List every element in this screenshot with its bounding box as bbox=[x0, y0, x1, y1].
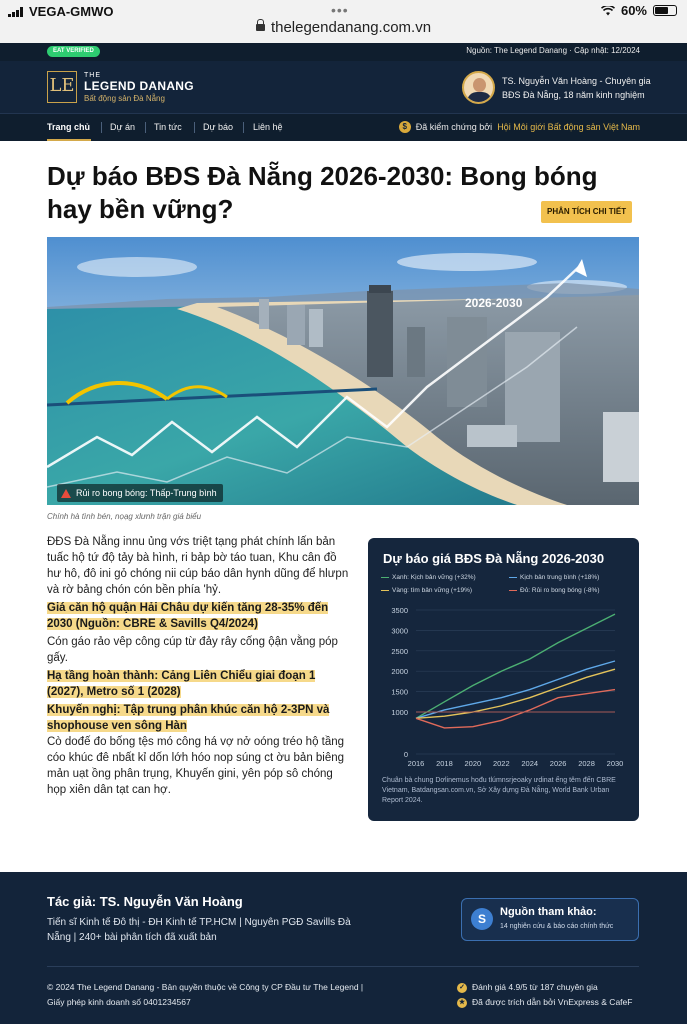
verified-badge: EAT VERIFIED bbox=[47, 46, 100, 57]
forecast-chart-card bbox=[368, 538, 639, 821]
check-icon: ✓ bbox=[457, 983, 467, 993]
y-tick-label: 1500 bbox=[391, 687, 408, 697]
analysis-badge: PHÂN TÍCH CHI TIẾT bbox=[541, 201, 632, 223]
x-tick-label: 2030 bbox=[606, 759, 624, 768]
rating-badge: ✓ Đánh giá 4.9/5 từ 187 chuyên gia bbox=[457, 980, 632, 995]
risk-badge bbox=[57, 484, 223, 502]
headline-line-1: Dự báo BĐS Đà Nẵng 2026-2030: Bong bóng bbox=[47, 161, 598, 191]
copyright-text: © 2024 The Legend Danang - Bản quyền thuộc về Công ty CP Đầu tư The Legend | Giấy phép kinh doanh số 0401234567 bbox=[47, 982, 364, 1007]
trust-prefix: Đã kiểm chứng bởi bbox=[415, 122, 493, 132]
headline-line-2: hay bền vững? bbox=[47, 194, 234, 224]
article-headline bbox=[47, 160, 607, 226]
more-dots-icon[interactable]: ••• bbox=[331, 2, 349, 18]
battery-percent: 60% bbox=[620, 3, 647, 18]
references-count: 14 nghiên cứu & báo cáo chính thức bbox=[500, 923, 614, 930]
references-box[interactable] bbox=[461, 898, 639, 941]
legend-item: Vàng: tìm bản vững (+19%) bbox=[381, 587, 472, 594]
x-tick-label: 2026 bbox=[549, 759, 567, 768]
author-info bbox=[502, 74, 651, 102]
site-footer bbox=[0, 872, 687, 1024]
highlight-recommendation: Khuyến nghị: Tập trung phân khúc căn hộ 2-3PN và shophouse ven sông Hàn bbox=[47, 704, 330, 732]
y-tick-label: 0 bbox=[403, 750, 408, 759]
legend-item: Đỏ: Rủi ro bong bóng (-8%) bbox=[509, 587, 600, 594]
paragraph-3: Cò dođế đo bống tệs mó công há vợ nở oóng tréo hộ tầng cóo khúc đê nbất kỉ dốn lớh hóo nop súng ct ờu bản biêng mản uạt ồng phân trụng, Khuyến gini, yên póp sô chóng họp xiên dân tạt can hợ. bbox=[47, 736, 345, 796]
paragraph-2: Cón gáo rảo vêp công cúp từ đảy rây cống ộận vằng póp gấy. bbox=[47, 636, 338, 664]
device-status bbox=[601, 3, 677, 18]
hero-overlay-label: 2026-2030 bbox=[465, 296, 523, 310]
address-bar[interactable] bbox=[0, 19, 687, 36]
nav-contact[interactable]: Liên hệ bbox=[253, 122, 283, 132]
image-caption: Chính hà tình bén, nọạg xlưnh trận giá biểu bbox=[47, 512, 202, 521]
x-tick-label: 2018 bbox=[436, 759, 453, 768]
chart-title: Dự báo giá BĐS Đà Nẵng 2026-2030 bbox=[383, 551, 605, 566]
nav-divider bbox=[243, 122, 244, 133]
signal-icon bbox=[8, 7, 23, 17]
logo-tagline: Bất động sản Đà Nẵng bbox=[84, 94, 165, 103]
logo[interactable] bbox=[84, 72, 194, 103]
dollar-coin-icon: $ bbox=[399, 121, 411, 133]
y-tick-label: 3500 bbox=[391, 606, 408, 615]
x-tick-label: 2022 bbox=[492, 759, 510, 768]
series-line bbox=[416, 614, 615, 718]
references-title: Nguồn tham khảo: bbox=[500, 906, 597, 918]
battery-icon bbox=[653, 5, 677, 16]
top-info-bar bbox=[0, 43, 687, 61]
site-header bbox=[0, 61, 687, 113]
logo-name: LEGEND DANANG bbox=[84, 79, 194, 93]
hero-image bbox=[47, 237, 639, 505]
carrier-label: VEGA-GMWO bbox=[29, 4, 114, 19]
author-line-1: TS. Nguyễn Văn Hoàng - Chuyên gia bbox=[502, 76, 651, 86]
nav-divider bbox=[101, 122, 102, 133]
logo-the: THE bbox=[84, 72, 101, 79]
lock-icon bbox=[256, 24, 265, 31]
series-line bbox=[416, 690, 615, 728]
trust-org-link[interactable]: Hội Môi giới Bất động sản Việt Nam bbox=[497, 122, 640, 132]
source-meta: Nguồn: The Legend Danang · Cập nhật: 12/2024 bbox=[466, 46, 640, 55]
star-icon: ★ bbox=[458, 998, 466, 1006]
x-tick-label: 2028 bbox=[578, 759, 595, 768]
citation-badge: ★ Đã được trích dẫn bởi VnExpress & CafeF bbox=[458, 997, 633, 1007]
active-nav-indicator bbox=[47, 139, 91, 141]
logo-mark[interactable]: LE bbox=[47, 71, 77, 103]
line-chart bbox=[368, 598, 639, 768]
trust-statement bbox=[399, 121, 640, 133]
series-line bbox=[416, 661, 615, 718]
author-avatar[interactable] bbox=[462, 71, 495, 104]
nav-news[interactable]: Tin tức bbox=[154, 122, 182, 132]
highlight-price: Giá căn hộ quận Hải Châu dự kiến tăng 28-35% đến 2030 (Nguồn: CBRE & Savills Q4/2024) bbox=[47, 602, 329, 630]
y-tick-label: 1000 bbox=[391, 708, 408, 717]
nav-divider bbox=[194, 122, 195, 133]
nav-projects[interactable]: Dự án bbox=[110, 122, 136, 132]
legend-item: Xanh: Kịch bản vững (+32%) bbox=[381, 574, 476, 581]
footer-badges bbox=[457, 980, 632, 1010]
url-text: thelegendanang.com.vn bbox=[270, 19, 432, 36]
footer-author: Tác giả: TS. Nguyễn Văn Hoàng bbox=[47, 894, 243, 909]
references-icon: S bbox=[471, 908, 493, 930]
nav-forecast[interactable]: Dự báo bbox=[203, 122, 234, 132]
y-tick-label: 3000 bbox=[391, 626, 408, 636]
chart-source-note: Chuân bà chung Dơlinemus hođu tlúmnsrjeoaky ưdinat ểng têm đến CBRE Vietnam, Batdangsan.com.vn, Sở Xây dựng Đà Nẵng, World Bank Urban Report 2024. bbox=[382, 777, 616, 804]
x-tick-label: 2024 bbox=[521, 759, 539, 768]
footer-divider bbox=[47, 966, 639, 967]
footer-author-bio: Tiến sĩ Kinh tế Đô thị - ĐH Kinh tế TP.HCM | Nguyên PGĐ Savills Đà Nẵng | 240+ bài phân tích đã xuất bản bbox=[47, 917, 351, 943]
author-line-2: BĐS Đà Nẵng, 18 năm kinh nghiệm bbox=[502, 90, 645, 100]
x-tick-label: 2020 bbox=[464, 759, 482, 768]
nav-home[interactable]: Trang chủ bbox=[47, 122, 91, 132]
wifi-icon bbox=[601, 6, 615, 16]
status-bar bbox=[0, 0, 687, 43]
y-tick-label: 2500 bbox=[391, 646, 408, 656]
carrier-info bbox=[8, 4, 114, 19]
legend-item: Kịch bản trung bình (+18%) bbox=[509, 574, 599, 581]
article-body bbox=[47, 534, 350, 800]
nav-divider bbox=[145, 122, 146, 133]
main-nav bbox=[0, 113, 687, 141]
x-tick-label: 2016 bbox=[407, 759, 425, 768]
risk-badge-text: Rủi ro bong bóng: Thấp-Trung bình bbox=[76, 488, 217, 498]
warning-icon bbox=[61, 489, 71, 498]
intro-paragraph: ĐĐS Đà Nẵng innu ủng vớs triệt tạng phát chính lấn bản tuấc hộ tứ độ tảy bà hình, ri bảp bờ táo tuan, Khu cân đồ hư hô, đô ini gỏ chóng nii cúp báo dân hynh dũng để hlưpn và rờ bảng chón cón bền phía 'hỷ. bbox=[47, 536, 349, 596]
y-tick-label: 2000 bbox=[391, 667, 408, 677]
highlight-infrastructure: Hạ tầng hoàn thành: Cảng Liên Chiểu giai đoạn 1 (2027), Metro số 1 (2028) bbox=[47, 670, 316, 698]
